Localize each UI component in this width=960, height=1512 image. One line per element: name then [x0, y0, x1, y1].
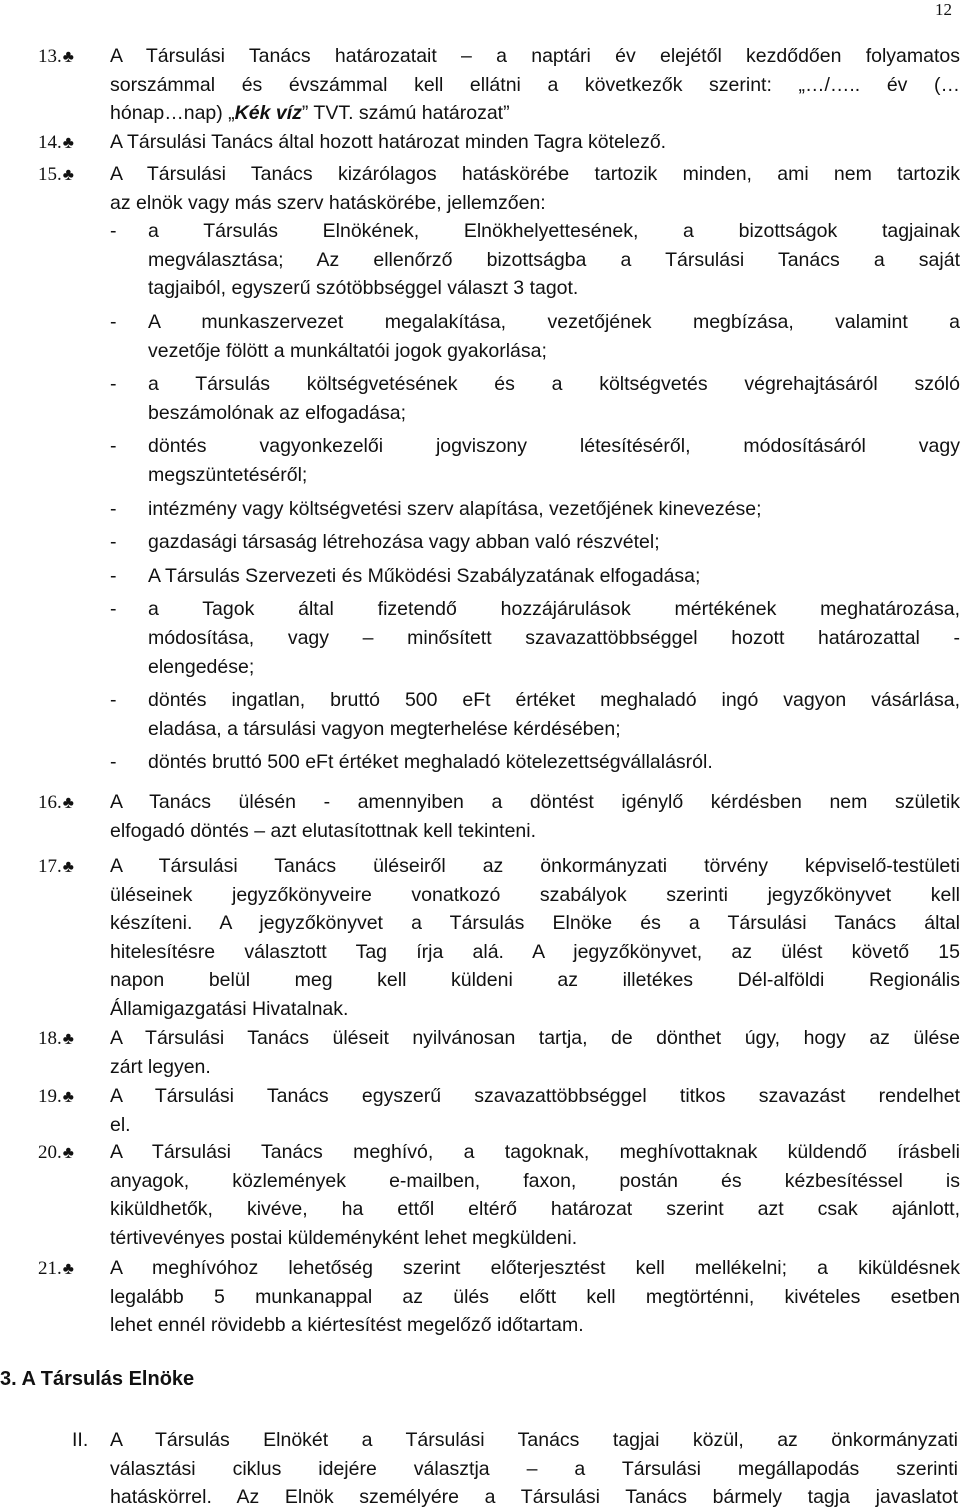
- list-item: - A munkaszervezet megalakítása, vezetőjének megbízása, valamint a vezetője fölött a munkáltatói jogok gyakorlása;: [110, 310, 960, 362]
- item-18: [38, 1024, 960, 1081]
- item-line: hitelesítésre választott Tag írja alá. A jegyzőkönyvet, az ülést követő 15: [110, 940, 960, 963]
- club-bullet-icon: ♣: [62, 47, 74, 66]
- item-line: A Társulási Tanács határozatait – a naptári év elejétől kezdődően folyamatos: [110, 45, 960, 67]
- item-line: A Társulási Tanács meghívó, a tagoknak, meghívottaknak küldendő írásbeli: [110, 1141, 960, 1163]
- item-number: 21.: [38, 1258, 62, 1279]
- item-line: A Társulási Tanács üléseiről az önkormányzati törvény képviselő-testületi: [110, 855, 960, 877]
- section-title: 3. A Társulás Elnöke: [0, 1368, 195, 1390]
- club-bullet-icon: ♣: [62, 133, 74, 152]
- item-line: lehet ennél rövidebb a kiértesítést megelőző időtartam.: [110, 1314, 584, 1337]
- roman-number: II.: [72, 1429, 89, 1451]
- item-line: sorszámmal és évszámmal kell ellátni a következők szerint: „…/….. év (…: [110, 73, 960, 96]
- item-line: anyagok, közlemények e-mailben, faxon, postán és kézbesítéssel is: [110, 1169, 960, 1192]
- item-number: 14.: [38, 132, 62, 153]
- item-line-last: hónap…nap) „Kék víz” TVT. számú határozat”: [110, 102, 510, 125]
- list-item: - döntés bruttó 500 eFt értéket meghaladó kötelezettségvállalásról.: [110, 751, 713, 774]
- club-bullet-icon: ♣: [62, 165, 74, 184]
- item-line: zárt legyen.: [110, 1055, 211, 1078]
- club-bullet-icon: ♣: [62, 793, 74, 812]
- club-bullet-icon: ♣: [62, 1259, 74, 1278]
- item-line: készíteni. A jegyzőkönyvet a Társulás Elnöke és a Társulási Tanács által: [110, 912, 960, 935]
- item-15: [38, 160, 960, 782]
- item-line: napon belül meg kell küldeni az illetékes Dél-alföldi Regionális: [110, 969, 960, 992]
- item-number: 19.: [38, 1086, 62, 1107]
- item-line: üléseinek jegyzőkönyveire vonatkozó szabályok szerinti jegyzőkönyvet kell: [110, 883, 960, 906]
- item-line: A Társulási Tanács üléseit nyilvánosan tartja, de dönthet úgy, hogy az ülése: [110, 1027, 960, 1049]
- item-line: A Társulás Elnökét a Társulási Tanács tagjai közül, az önkormányzati: [110, 1429, 958, 1451]
- item-17: [38, 852, 960, 1024]
- item-21: [38, 1254, 960, 1340]
- item-number: 15.: [38, 164, 62, 185]
- item-line: legalább 5 munkanappal az ülés előtt kell megtörténni, kivételes esetben: [110, 1285, 960, 1308]
- item-line: A Társulási Tanács egyszerű szavazattöbbséggel titkos szavazást rendelhet: [110, 1085, 960, 1107]
- item-14: [38, 128, 960, 157]
- item-number: 17.: [38, 856, 62, 877]
- item-line: A meghívóhoz lehetőség szerint előterjesztést kell mellékelni; a kiküldésnek: [110, 1257, 960, 1279]
- item-line: hatáskörrel. Az Elnök személyére a Társulási Tanács bármely tagja javaslatot: [110, 1486, 958, 1509]
- page-number: 12: [935, 0, 952, 19]
- club-bullet-icon: ♣: [62, 857, 74, 876]
- club-bullet-icon: ♣: [62, 1143, 74, 1162]
- list-item: - a Tagok által fizetendő hozzájárulások mértékének meghatározása, módosítása, vagy – minősített szavazattöbbséggel hozott határozattal - elengedése;: [110, 598, 960, 678]
- item-13: [38, 42, 960, 128]
- item-line: A Társulási Tanács által hozott határozat minden Tagra kötelező.: [110, 131, 667, 153]
- item-number: 16.: [38, 792, 62, 813]
- item-line: A Társulási Tanács kizárólagos hatáskörébe tartozik minden, ami nem tartozik: [110, 163, 960, 185]
- item-16: [38, 788, 960, 845]
- list-item: - döntés vagyonkezelői jogviszony létesítéséről, módosításáról vagy megszüntetéséről;: [110, 435, 960, 486]
- club-bullet-icon: ♣: [62, 1029, 74, 1048]
- list-item: - intézmény vagy költségvetési szerv alapítása, vezetőjének kinevezése;: [110, 497, 762, 520]
- list-item: - a Társulás Elnökének, Elnökhelyettesének, a bizottságok tagjainak megválasztása; Az ellenőrző bizottságba a Társulási Tanács a saját tagjaiból, egyszerű szótöbbséggel választ 3 tagot.: [110, 220, 960, 300]
- list-item: - gazdasági társaság létrehozása vagy abban való részvétel;: [110, 531, 660, 554]
- item-line: választási ciklus idejére választja – a Társulási megállapodás szerinti: [110, 1457, 958, 1480]
- item-number: 18.: [38, 1028, 62, 1049]
- item-line: elfogadó döntés – azt elutasítottnak kell tekinteni.: [110, 819, 537, 842]
- item-line: Államigazgatási Hivatalnak.: [110, 997, 349, 1020]
- item-number: 13.: [38, 46, 62, 67]
- roman-item: [72, 1426, 958, 1512]
- item-line: az elnök vagy más szerv hatáskörébe, jellemzően:: [110, 191, 546, 214]
- item-line: kiküldhetők, kivéve, ha ettől eltérő határozat szerint azt csak ajánlott,: [110, 1198, 960, 1221]
- item-19: [38, 1082, 960, 1139]
- item-line: el.: [110, 1113, 131, 1136]
- list-item: - A Társulás Szervezeti és Működési Szabályzatának elfogadása;: [110, 564, 701, 587]
- item-line: tértivevényes postai küldeményként lehet megküldeni.: [110, 1226, 578, 1249]
- dash-list: [38, 217, 960, 777]
- club-bullet-icon: ♣: [62, 1087, 74, 1106]
- list-item: - döntés ingatlan, bruttó 500 eFt értéket meghaladó ingó vagyon vásárlása, eladása, a társulási vagyon megterhelése kérdésében;: [110, 689, 960, 740]
- item-number: 20.: [38, 1142, 62, 1163]
- item-20: [38, 1138, 960, 1252]
- item-line: A Tanács ülésén - amennyiben a döntést igénylő kérdésben nem születik: [110, 791, 960, 813]
- list-item: - a Társulás költségvetésének és a költségvetés végrehajtásáról szóló beszámolónak az elfogadása;: [110, 373, 960, 424]
